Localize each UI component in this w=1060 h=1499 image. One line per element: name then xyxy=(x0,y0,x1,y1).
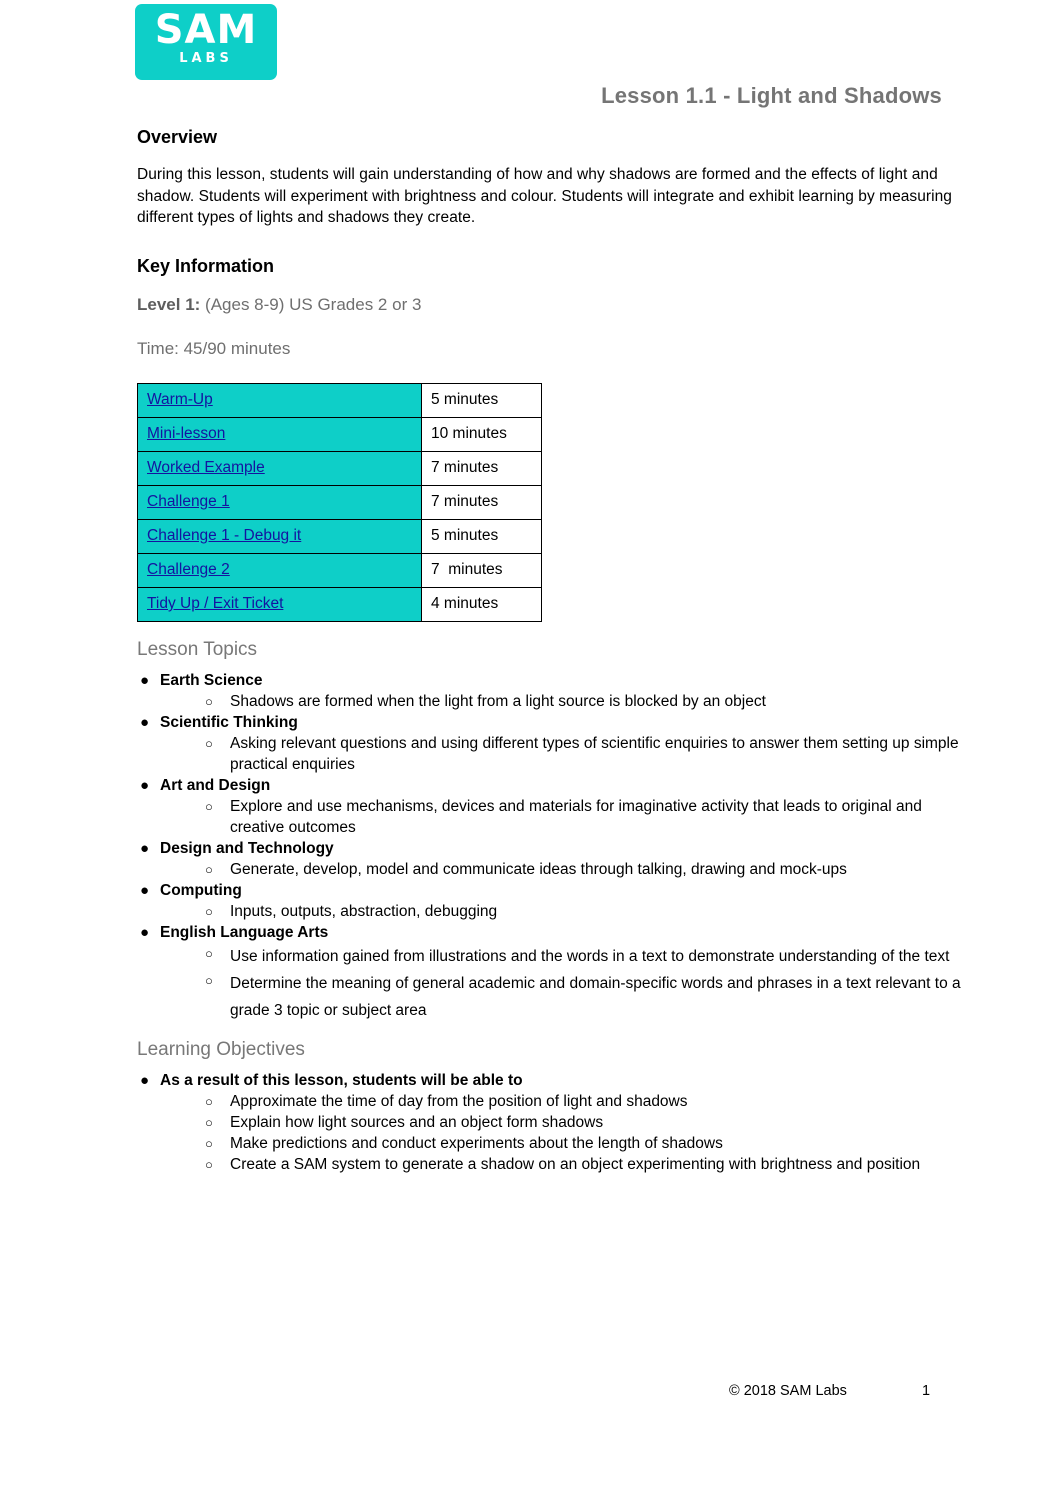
agenda-table-body xyxy=(138,383,542,621)
level-label: Level 1: xyxy=(137,294,201,314)
topic-point: Determine the meaning of general academic and domain-specific words and phrases in a text relevant to a grade 3 topic or subject area xyxy=(230,974,961,1019)
topic-point: Explore and use mechanisms, devices and materials for imaginative activity that leads to original and creative outcomes xyxy=(230,797,922,836)
bullet-filled-icon: ● xyxy=(140,839,150,857)
objective-item: Create a SAM system to generate a shadow on an object experimenting with brightness and position xyxy=(230,1155,921,1173)
agenda-activity-cell xyxy=(138,383,422,417)
list-item xyxy=(205,1133,962,1154)
list-item xyxy=(205,796,962,838)
learning-objectives-list xyxy=(137,1070,962,1175)
logo-subtext: LABS xyxy=(179,51,233,66)
list-item xyxy=(205,1091,962,1112)
level-line xyxy=(137,293,962,317)
topic-sublist xyxy=(160,733,962,775)
agenda-link-mini-lesson[interactable]: Mini-lesson xyxy=(147,425,226,442)
topic-point: Inputs, outputs, abstraction, debugging xyxy=(230,902,498,920)
objective-item: Approximate the time of day from the position of light and shadows xyxy=(230,1092,688,1110)
list-item xyxy=(205,733,962,775)
list-item xyxy=(205,1112,962,1133)
list-item xyxy=(205,901,962,922)
topic-sublist xyxy=(160,901,962,922)
bullet-hollow-icon: ○ xyxy=(205,903,213,919)
list-item xyxy=(205,943,962,970)
list-item xyxy=(137,880,962,922)
table-row xyxy=(138,553,542,587)
topic-point: Generate, develop, model and communicate ideas through talking, drawing and mock-ups xyxy=(230,860,847,878)
bullet-hollow-icon: ○ xyxy=(205,861,213,877)
agenda-time-cell: 7 minutes xyxy=(422,451,542,485)
objectives-lead: As a result of this lesson, students will be able to xyxy=(160,1071,523,1089)
bullet-filled-icon: ● xyxy=(140,713,150,731)
agenda-time-cell: 5 minutes xyxy=(422,383,542,417)
objective-item: Explain how light sources and an object form shadows xyxy=(230,1113,604,1131)
topic-label: Art and Design xyxy=(160,776,271,794)
topic-point: Asking relevant questions and using different types of scientific enquiries to answer them setting up simple practical enquiries xyxy=(230,734,959,773)
agenda-link-challenge-1-debug-it[interactable]: Challenge 1 - Debug it xyxy=(147,527,302,544)
agenda-activity-cell xyxy=(138,519,422,553)
agenda-time-cell: 7 minutes xyxy=(422,553,542,587)
overview-paragraph: During this lesson, students will gain understanding of how and why shadows are formed and the effects of light and shadow. Students will experiment with brightness and colour. Students will integrate and exhibit learning by measuring different types of lights and shadows they create. xyxy=(137,166,952,226)
table-row xyxy=(138,485,542,519)
bullet-hollow-icon: ○ xyxy=(205,798,213,814)
bullet-hollow-icon: ○ xyxy=(205,972,213,988)
topic-sublist xyxy=(160,859,962,880)
lesson-topics-heading: Lesson Topics xyxy=(137,638,258,660)
bullet-hollow-icon: ○ xyxy=(205,693,213,709)
bullet-hollow-icon: ○ xyxy=(205,1135,213,1151)
bullet-filled-icon: ● xyxy=(140,923,150,941)
topic-sublist xyxy=(160,796,962,838)
agenda-activity-cell xyxy=(138,485,422,519)
page-title: Lesson 1.1 - Light and Shadows xyxy=(601,83,942,108)
table-row xyxy=(138,383,542,417)
bullet-filled-icon: ● xyxy=(140,881,150,899)
topic-point: Shadows are formed when the light from a light source is blocked by an object xyxy=(230,692,766,710)
list-item xyxy=(137,1070,962,1175)
bullet-hollow-icon: ○ xyxy=(205,1114,213,1130)
table-row xyxy=(138,451,542,485)
bullet-hollow-icon: ○ xyxy=(205,735,213,751)
topic-label: Scientific Thinking xyxy=(160,713,298,731)
bullet-hollow-icon: ○ xyxy=(205,945,213,961)
document-body xyxy=(137,126,962,1175)
topic-point: Use information gained from illustrations and the words in a text to demonstrate understanding of the text xyxy=(230,947,950,965)
objectives-sublist xyxy=(160,1091,962,1175)
list-item xyxy=(205,970,962,1024)
list-item xyxy=(137,670,962,712)
agenda-activity-cell xyxy=(138,451,422,485)
topic-label: Design and Technology xyxy=(160,839,334,857)
lesson-topics-list xyxy=(137,670,962,1024)
bullet-hollow-icon: ○ xyxy=(205,1093,213,1109)
agenda-link-worked-example[interactable]: Worked Example xyxy=(147,459,265,476)
agenda-link-challenge-2[interactable]: Challenge 2 xyxy=(147,561,230,578)
bullet-filled-icon: ● xyxy=(140,671,150,689)
bullet-filled-icon: ● xyxy=(140,1071,150,1089)
key-information-heading: Key Information xyxy=(137,255,275,276)
footer-page-number: 1 xyxy=(922,1383,931,1399)
table-row xyxy=(138,519,542,553)
lesson-agenda-table xyxy=(137,383,542,622)
agenda-link-challenge-1[interactable]: Challenge 1 xyxy=(147,493,230,510)
list-item xyxy=(205,859,962,880)
agenda-activity-cell xyxy=(138,553,422,587)
overview-heading: Overview xyxy=(137,127,218,147)
logo-wordmark: SAM xyxy=(154,7,258,53)
topic-sublist xyxy=(160,691,962,712)
agenda-activity-cell xyxy=(138,587,422,621)
topic-label: Computing xyxy=(160,881,242,899)
list-item xyxy=(137,712,962,775)
agenda-time-cell: 10 minutes xyxy=(422,417,542,451)
topic-label: Earth Science xyxy=(160,671,263,689)
list-item xyxy=(137,838,962,880)
agenda-time-cell: 7 minutes xyxy=(422,485,542,519)
table-row xyxy=(138,587,542,621)
page-header xyxy=(0,0,1060,120)
bullet-hollow-icon: ○ xyxy=(205,1156,213,1172)
list-item xyxy=(137,775,962,838)
list-item xyxy=(205,691,962,712)
agenda-link-tidy-up-exit-ticket[interactable]: Tidy Up / Exit Ticket xyxy=(147,595,284,612)
agenda-time-cell: 4 minutes xyxy=(422,587,542,621)
agenda-time-cell: 5 minutes xyxy=(422,519,542,553)
list-item xyxy=(205,1154,962,1175)
objective-item: Make predictions and conduct experiments about the length of shadows xyxy=(230,1134,723,1152)
page-footer xyxy=(0,1383,1060,1413)
list-item xyxy=(137,922,962,1024)
bullet-filled-icon: ● xyxy=(140,776,150,794)
learning-objectives-heading: Learning Objectives xyxy=(137,1038,305,1060)
level-value: (Ages 8-9) US Grades 2 or 3 xyxy=(200,294,422,314)
sam-labs-logo xyxy=(135,4,277,80)
topic-label: English Language Arts xyxy=(160,923,329,941)
time-line: Time: 45/90 minutes xyxy=(137,338,291,358)
topic-sublist xyxy=(160,943,962,1024)
agenda-activity-cell xyxy=(138,417,422,451)
table-row xyxy=(138,417,542,451)
footer-copyright: © 2018 SAM Labs xyxy=(729,1383,847,1399)
agenda-link-warm-up[interactable]: Warm-Up xyxy=(147,391,213,408)
